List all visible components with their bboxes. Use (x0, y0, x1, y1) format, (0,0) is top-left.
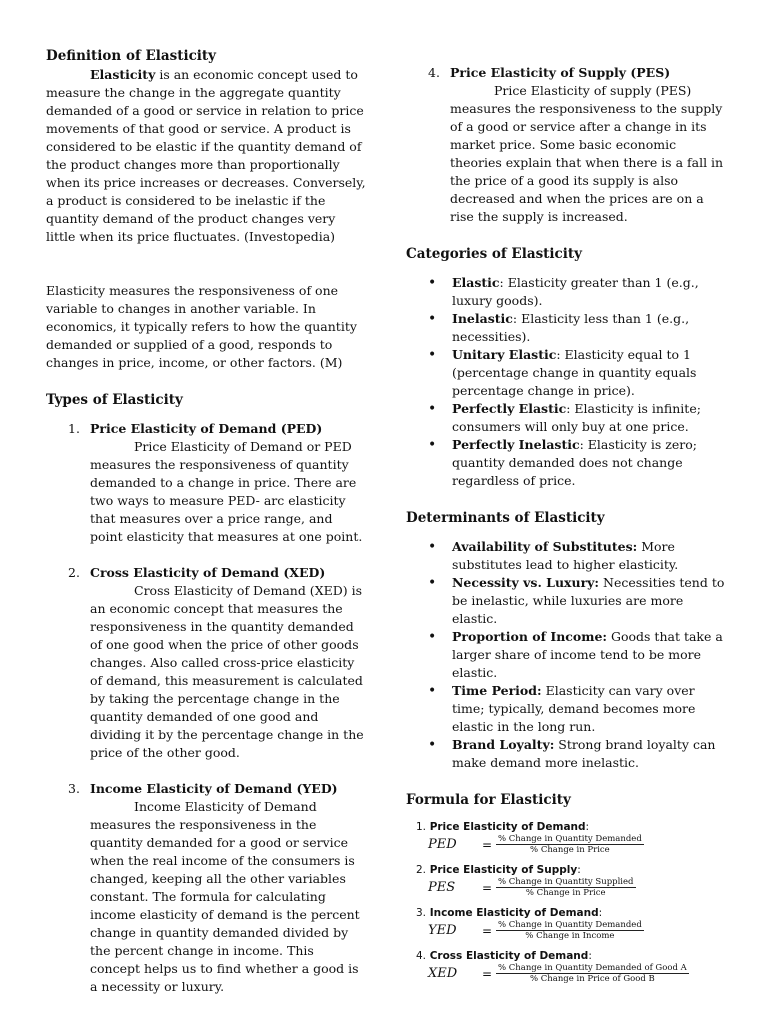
determinant-text: Necessities tend to be inelastic, while luxuries are more elastic. (452, 575, 725, 626)
formula-expression (428, 834, 728, 855)
formula-title: Price Elasticity of Supply (429, 864, 578, 876)
equals-sign: = (482, 923, 493, 938)
formula-expression (428, 920, 728, 941)
formula-title: Cross Elasticity of Demand (429, 950, 589, 962)
formula-item (416, 863, 728, 898)
formula-symbol: PED (428, 836, 457, 852)
type-title: Income Elasticity of Demand (YED) (90, 781, 338, 796)
category-term: Perfectly Inelastic (452, 437, 580, 452)
fraction-denominator: % Change in Price of Good B (530, 974, 655, 984)
bullet-icon: • (428, 575, 437, 591)
type-description: Price Elasticity of supply (PES) measures the responsiveness to the supply of a good or service after a change in its market price. Some basic economic theories explain that when there is a fall in the price of a good its supply is also decreased and when the prices are on a rise the supply is increased. (450, 83, 724, 224)
bullet-icon: • (428, 311, 437, 327)
list-item (406, 736, 728, 772)
formula-heading: Formula for Elasticity (406, 792, 571, 808)
formula-number: 1. (416, 821, 427, 833)
determinant-term: Availability of Substitutes: (452, 539, 638, 554)
right-column (406, 64, 728, 992)
bullet-icon: • (428, 401, 437, 417)
category-text: : Elasticity greater than 1 (e.g., luxury goods). (452, 275, 699, 308)
item-number: 2. (68, 565, 80, 580)
list-item (46, 564, 366, 762)
list-item (406, 538, 728, 574)
list-item (46, 420, 366, 546)
formula-colon: : (588, 950, 592, 962)
determinants-list (406, 538, 728, 772)
type-description: Price Elasticity of Demand or PED measures the responsiveness of quantity demanded to a change in price. There are two ways to measure PED- arc elasticity that measures over a price range, and point elasticity that measures at one point. (90, 439, 363, 544)
fraction-numerator: % Change in Quantity Demanded of Good A (498, 963, 687, 973)
formula-item (416, 820, 728, 855)
definition-text: is an economic concept used to measure the change in the aggregate quantity demanded of a good or service in relation to price movements of that good or service. A product is considered to be elastic if the quantity demand of the product changes more than proportionally when its price increases or decreases. Conversely, a product is considered to be inelastic if the quantity demand of the product changes very little when its price fluctuates. (Investopedia) (46, 67, 366, 244)
definition-paragraph (46, 66, 366, 246)
bullet-icon: • (428, 629, 437, 645)
list-item (406, 346, 728, 400)
formula-colon: : (598, 907, 603, 919)
categories-list (406, 274, 728, 490)
fraction-denominator: % Change in Price (530, 845, 610, 855)
category-term: Elastic (452, 275, 500, 290)
fraction-numerator: % Change in Quantity Demanded (498, 920, 642, 930)
formula-number: 2. (416, 864, 427, 876)
list-item (406, 400, 728, 436)
types-list (46, 420, 366, 996)
type-description: Income Elasticity of Demand measures the responsiveness in the quantity demanded for a good or service when the real income of the consumers is changed, keeping all the other variables constant. The formula for calculating income elasticity of demand is the percent change in quantity demanded divided by the percent change in income. This concept helps us to find whether a good is a necessity or luxury. (90, 799, 360, 994)
determinant-text: Goods that take a larger share of income tend to be more elastic. (452, 629, 723, 680)
bullet-icon: • (428, 683, 437, 699)
formula-colon: : (585, 821, 590, 833)
category-text: : Elasticity equal to 1 (percentage change in quantity equals percentage change in price). (452, 347, 697, 398)
formula-title: Price Elasticity of Demand (429, 821, 586, 833)
determinant-text: More substitutes lead to higher elasticity. (452, 539, 679, 572)
types-list-continued (406, 64, 728, 226)
type-title: Price Elasticity of Supply (PES) (450, 65, 671, 80)
fraction-denominator: % Change in Price (525, 888, 606, 898)
bullet-icon: • (428, 437, 437, 453)
formula-symbol: PES (428, 879, 456, 895)
list-item (406, 64, 728, 226)
list-item (406, 628, 728, 682)
item-number: 4. (428, 65, 440, 80)
formula-expression (428, 877, 728, 898)
list-item (406, 274, 728, 310)
determinant-term: Proportion of Income: (452, 629, 608, 644)
determinant-text: Strong brand loyalty can make demand more inelastic. (452, 737, 716, 770)
bullet-icon: • (428, 737, 437, 753)
formula-item (416, 949, 728, 984)
formula-number: 3. (416, 907, 427, 919)
categories-heading: Categories of Elasticity (406, 246, 582, 262)
fraction-denominator: % Change in Income (525, 931, 615, 941)
bullet-icon: • (428, 275, 437, 291)
equals-sign: = (482, 880, 493, 895)
category-term: Perfectly Elastic (452, 401, 567, 416)
formula-label (416, 863, 728, 877)
list-item (406, 310, 728, 346)
list-item (46, 780, 366, 996)
equals-sign: = (482, 837, 493, 852)
determinants-heading: Determinants of Elasticity (406, 510, 605, 526)
category-text: : Elasticity less than 1 (e.g., necessities). (452, 311, 690, 344)
type-description: Cross Elasticity of Demand (XED) is an economic concept that measures the responsiveness in the quantity demanded of one good when the price of other goods changes. Also called cross-price elasticity of demand, this measurement is calculated by taking the percentage change in the quantity demanded of one good and dividing it by the percentage change in the price of the other good. (90, 583, 364, 760)
category-term: Unitary Elastic (452, 347, 557, 362)
formula-expression (428, 963, 728, 984)
determinant-text: Elasticity can vary over time; typically, demand becomes more elastic in the long run. (452, 683, 696, 734)
formula-label (416, 949, 728, 963)
formula-label (416, 820, 728, 834)
bullet-icon: • (428, 539, 437, 555)
determinant-term: Brand Loyalty: (452, 737, 555, 752)
fraction-numerator: % Change in Quantity Supplied (498, 877, 634, 887)
definition-term: Elasticity (90, 67, 156, 82)
category-term: Inelastic (452, 311, 513, 326)
list-item (406, 574, 728, 628)
type-title: Price Elasticity of Demand (PED) (90, 421, 323, 436)
determinant-term: Necessity vs. Luxury: (452, 575, 600, 590)
types-heading: Types of Elasticity (46, 392, 183, 408)
left-column (46, 46, 366, 1014)
formula-item (416, 906, 728, 941)
category-text: : Elasticity is zero; quantity demanded does not change regardless of price. (452, 437, 697, 488)
formula-list (416, 820, 728, 984)
fraction (496, 920, 644, 941)
formula-symbol: YED (428, 922, 457, 938)
item-number: 1. (68, 421, 80, 436)
item-number: 3. (68, 781, 80, 796)
list-item (406, 436, 728, 490)
fraction (496, 963, 689, 984)
list-item (406, 682, 728, 736)
bullet-icon: • (428, 347, 437, 363)
type-title: Cross Elasticity of Demand (XED) (90, 565, 326, 580)
category-text: : Elasticity is infinite; consumers will only buy at one price. (452, 401, 701, 434)
formula-number: 4. (416, 950, 427, 962)
elasticity-paragraph: Elasticity measures the responsiveness of one variable to changes in another variable. In economics, it typically refers to how the quantity demanded or supplied of a good, responds to changes in price, income, or other factors. (M) (46, 283, 357, 370)
fraction-numerator: % Change in Quantity Demanded (498, 834, 642, 844)
fraction (496, 877, 636, 898)
formula-symbol: XED (428, 965, 458, 981)
formula-title: Income Elasticity of Demand (429, 907, 599, 919)
determinant-term: Time Period: (452, 683, 542, 698)
formula-colon: : (577, 864, 581, 876)
fraction (496, 834, 644, 855)
equals-sign: = (482, 966, 493, 981)
formula-label (416, 906, 728, 920)
definition-heading: Definition of Elasticity (46, 48, 217, 64)
